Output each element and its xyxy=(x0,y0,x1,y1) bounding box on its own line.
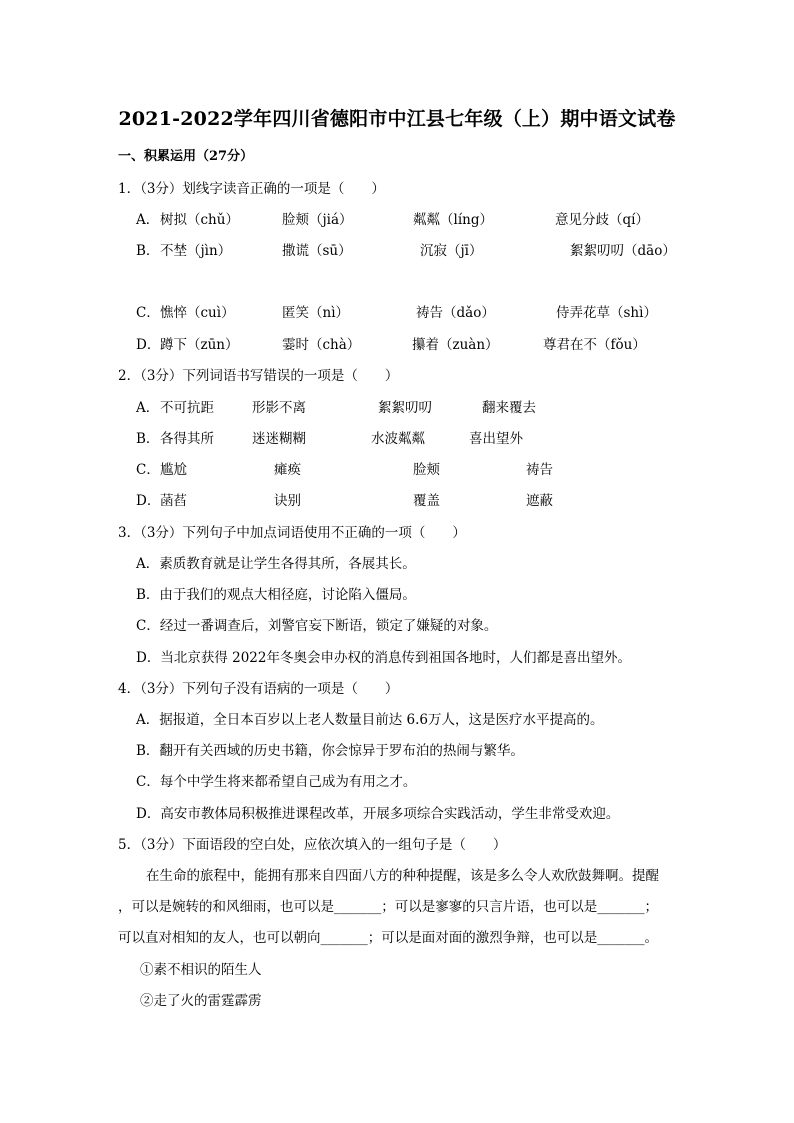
q3-option-b: B．由于我们的观点大相径庭，讨论陷入僵局。 xyxy=(136,587,416,603)
q1-option-a-item: 粼粼（líng） xyxy=(413,212,493,228)
q2-option-a-item: 翻来覆去 xyxy=(482,400,536,416)
q4-option-c: C．每个中学生将来都希望自己成为有用之才。 xyxy=(136,774,417,790)
q1-option-d-item: 尊君在不（fǒu） xyxy=(543,337,646,353)
q2-option-c-item: 瘫痪 xyxy=(274,462,301,478)
q1-option-a-item: 意见分歧（qí） xyxy=(555,212,649,228)
section-heading: 一、积累运用（27分） xyxy=(118,149,254,164)
q2-option-b-item: 各得其所 xyxy=(160,431,214,447)
q5-choice-item: ②走了火的雷霆霹雳 xyxy=(140,993,262,1009)
q2-option-b-label: B． xyxy=(136,431,160,447)
q2-option-a-item: 不可抗距 xyxy=(160,400,214,416)
q1-option-d-item: 霎时（chà） xyxy=(282,337,361,353)
q2-option-d-item: 菡萏 xyxy=(160,493,187,509)
q1-option-b-item: 不埜（jìn） xyxy=(160,243,232,259)
q4-option-b: B．翻开有关西域的历史书籍，你会惊异于罗布泊的热闹与繁华。 xyxy=(136,743,524,759)
q2-option-c-item: 祷告 xyxy=(526,462,553,478)
question-5-stem: 5．（3分）下面语段的空白处，应依次填入的一组句子是（ ） xyxy=(118,837,507,853)
q2-option-a-label: A． xyxy=(136,400,160,416)
q2-option-b-item: 水波粼粼 xyxy=(371,431,425,447)
q1-option-a-item: 脸颊（jiá） xyxy=(282,212,353,228)
q1-option-b-item: 撒谎（sū） xyxy=(282,243,352,259)
q1-option-c-item: 侍弄花草（shì） xyxy=(556,305,657,321)
q5-passage-line: 可以直对相知的友人，也可以朝向_______；可以是面对面的激烈争辩，也可以是_______。 xyxy=(118,930,658,946)
q3-option-d: D．当北京获得 2022年冬奥会申办权的消息传到祖国各地时，人们都是喜出望外。 xyxy=(136,650,631,666)
q2-option-b-item: 喜出望外 xyxy=(469,431,523,447)
q2-option-a-item: 形影不离 xyxy=(252,400,306,416)
q2-option-d-item: 遮蔽 xyxy=(526,493,553,509)
q1-option-d-label: D． xyxy=(136,337,161,353)
q2-option-a-item: 絮絮叨叨 xyxy=(378,400,432,416)
q5-choice-item: ①素不相识的陌生人 xyxy=(140,962,262,978)
question-4-stem: 4．（3分）下列句子没有语病的一项是（ ） xyxy=(118,681,399,697)
q2-option-d-item: 诀别 xyxy=(274,493,301,509)
question-1-stem: 1．（3分）划线字读音正确的一项是（ ） xyxy=(118,181,385,197)
question-2-stem: 2．（3分）下列词语书写错误的一项是（ ） xyxy=(118,368,399,384)
q5-passage-line: ，可以是婉转的和风细雨，也可以是_______；可以是寥寥的只言片语，也可以是_______； xyxy=(118,899,658,915)
q1-option-b-item: 絮絮叨叨（dāo） xyxy=(570,243,676,259)
q3-option-a: A．素质教育就是让学生各得其所，各展其长。 xyxy=(136,556,416,572)
q2-option-c-label: C． xyxy=(136,462,160,478)
q1-option-a-label: A． xyxy=(136,212,160,228)
q1-option-c-item: 憔悴（cuì） xyxy=(160,305,235,321)
q2-option-c-item: 脸颊 xyxy=(413,462,440,478)
q1-option-d-item: 攥着（zuàn） xyxy=(412,337,499,353)
q4-option-a: A．据报道，全日本百岁以上老人数量目前达 6.6万人，这是医疗水平提高的。 xyxy=(136,712,604,728)
q1-option-a-item: 树拟（chǔ） xyxy=(160,212,239,228)
q1-option-c-item: 匿笑（nì） xyxy=(282,305,350,321)
q2-option-c-item: 尴尬 xyxy=(160,462,187,478)
q3-option-c: C．经过一番调查后，刘警官妄下断语，锁定了嫌疑的对象。 xyxy=(136,618,498,634)
q2-option-d-item: 覆盖 xyxy=(413,493,440,509)
q1-option-c-item: 祷告（dǎo） xyxy=(416,305,495,321)
q1-option-d-item: 蹲下（zūn） xyxy=(160,337,239,353)
q4-option-d: D．高安市教体局积极推进课程改革，开展多项综合实践活动，学生非常受欢迎。 xyxy=(136,806,620,822)
page-title: 2021-2022学年四川省德阳市中江县七年级（上）期中语文试卷 xyxy=(118,108,676,130)
q5-passage-line: 在生命的旅程中，能拥有那来自四面八方的种种提醒，该是多么令人欢欣鼓舞啊。提醒 xyxy=(146,868,659,884)
q1-option-c-label: C． xyxy=(136,305,160,321)
q1-option-b-item: 沉寂（jī） xyxy=(420,243,483,259)
q2-option-d-label: D． xyxy=(136,493,161,509)
q1-option-b-label: B． xyxy=(136,243,160,259)
q2-option-b-item: 迷迷糊糊 xyxy=(252,431,306,447)
question-3-stem: 3．（3分）下列句子中加点词语使用不正确的一项（ ） xyxy=(118,525,466,541)
